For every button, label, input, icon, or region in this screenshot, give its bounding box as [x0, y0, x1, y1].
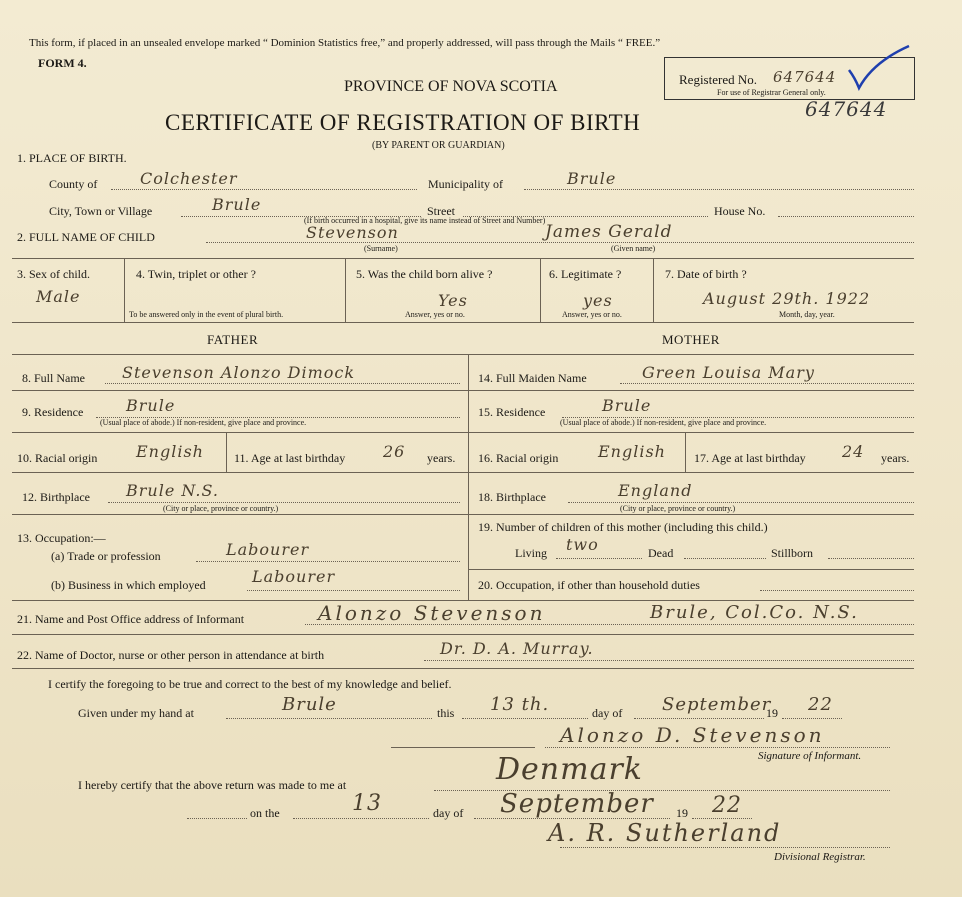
county-label: County of — [49, 177, 98, 191]
sex-value: Male — [36, 287, 81, 306]
date-of-birth-label: 7. Date of birth ? — [665, 267, 747, 281]
given-year-prefix: 19 — [766, 706, 778, 720]
twin-note: To be answered only in the event of plural birth. — [129, 310, 284, 319]
mother-residence-note: (Usual place of abode.) If non-resident, give place and province. — [560, 418, 767, 427]
county-value: Colchester — [140, 169, 238, 188]
checkmark-icon — [845, 44, 913, 94]
sex-label: 3. Sex of child. — [17, 267, 90, 281]
given-place-value: Brule — [282, 694, 337, 715]
mother-years-label: years. — [881, 451, 910, 465]
father-birthplace-value: Brule N.S. — [126, 481, 219, 500]
mother-racial-label: 16. Racial origin — [478, 451, 559, 465]
father-racial-value: English — [136, 442, 204, 461]
living-label: Living — [515, 546, 547, 560]
informant-name-value: Alonzo Stevenson — [318, 601, 546, 625]
document-title: CERTIFICATE OF REGISTRATION OF BIRTH — [165, 110, 641, 135]
registered-number-value: 647644 — [773, 68, 837, 86]
business-value: Labourer — [252, 567, 336, 586]
informant-label: 21. Name and Post Office address of Informant — [17, 612, 245, 626]
certify-statement: I certify the foregoing to be true and correct to the best of my knowledge and belief. — [48, 677, 452, 691]
father-age-label: 11. Age at last birthday — [234, 451, 346, 465]
legitimate-note: Answer, yes or no. — [562, 310, 622, 319]
mother-racial-value: English — [598, 442, 666, 461]
occupation-label: 13. Occupation:— — [17, 531, 106, 545]
house-number-label: House No. — [714, 204, 766, 218]
father-residence-label: 9. Residence — [22, 405, 84, 419]
trade-value: Labourer — [226, 540, 310, 559]
mail-note: This form, if placed in an unsealed envelope marked “ Dominion Statistics free,” and properly addressed, will pass through the Mails “ FREE.” — [29, 37, 661, 49]
doctor-label: 22. Name of Doctor, nurse or other person in attendance at birth — [17, 648, 325, 662]
child-given-name-value: James Gerald — [545, 222, 673, 242]
place-of-birth-heading: 1. PLACE OF BIRTH. — [17, 151, 127, 165]
mother-birthplace-label: 18. Birthplace — [478, 490, 546, 504]
legitimate-value: yes — [583, 291, 613, 310]
hospital-note: (If birth occurred in a hospital, give its name instead of Street and Number) — [304, 216, 546, 225]
form-number: FORM 4. — [38, 56, 87, 70]
mother-birthplace-value: England — [618, 481, 693, 500]
registrar-day-value: 13 — [352, 791, 382, 816]
mother-birthplace-note: (City or place, province or country.) — [620, 504, 736, 513]
registrar-statement: I hereby certify that the above return was made to me at — [78, 778, 347, 792]
document-subtitle: (BY PARENT OR GUARDIAN) — [372, 140, 505, 151]
informant-signature-label: Signature of Informant. — [758, 750, 862, 762]
registrar-year-value: 22 — [712, 793, 742, 818]
born-alive-note: Answer, yes or no. — [405, 310, 465, 319]
father-name-label: 8. Full Name — [22, 371, 85, 385]
business-label: (b) Business in which employed — [51, 578, 206, 592]
registrar-month-value: September — [500, 789, 654, 819]
registrar-year-prefix: 19 — [676, 806, 688, 820]
stamped-number: 647644 — [805, 97, 888, 121]
given-year-value: 22 — [808, 694, 833, 715]
given-under-hand-label: Given under my hand at — [78, 706, 194, 720]
mother-residence-value: Brule — [602, 396, 652, 415]
twin-label: 4. Twin, triplet or other ? — [136, 267, 256, 281]
city-value: Brule — [212, 195, 262, 214]
living-value: two — [566, 535, 599, 554]
registered-note: For use of Registrar General only. — [717, 88, 826, 97]
stillborn-label: Stillborn — [771, 546, 814, 560]
street-label: Street — [427, 204, 455, 218]
date-of-birth-value: August 29th. 1922 — [703, 289, 871, 308]
father-racial-label: 10. Racial origin — [17, 451, 98, 465]
given-day-value: 13 th. — [490, 694, 550, 715]
born-alive-value: Yes — [438, 291, 468, 310]
this-label: this — [437, 706, 455, 720]
mother-residence-label: 15. Residence — [478, 405, 546, 419]
father-age-value: 26 — [383, 442, 406, 461]
father-years-label: years. — [427, 451, 456, 465]
registered-label: Registered No. — [679, 72, 757, 87]
trade-label: (a) Trade or profession — [51, 549, 161, 563]
city-label: City, Town or Village — [49, 204, 153, 218]
child-name-label: 2. FULL NAME OF CHILD — [17, 230, 155, 244]
father-birthplace-note: (City or place, province or country.) — [163, 504, 279, 513]
doctor-value: Dr. D. A. Murray. — [440, 639, 594, 658]
given-month-value: September — [662, 694, 772, 715]
mother-age-value: 24 — [842, 442, 865, 461]
children-count-label: 19. Number of children of this mother (including this child.) — [478, 520, 768, 534]
mother-name-value: Green Louisa Mary — [642, 363, 815, 382]
date-of-birth-note: Month, day, year. — [779, 310, 835, 319]
mother-name-label: 14. Full Maiden Name — [478, 371, 587, 385]
informant-address-value: Brule, Col.Co. N.S. — [650, 602, 859, 623]
father-birthplace-label: 12. Birthplace — [22, 490, 90, 504]
surname-note: (Surname) — [364, 244, 398, 253]
given-name-note: (Given name) — [611, 244, 656, 253]
father-residence-note: (Usual place of abode.) If non-resident, give place and province. — [100, 418, 307, 427]
child-surname-value: Stevenson — [306, 223, 399, 242]
province-heading: PROVINCE OF NOVA SCOTIA — [344, 78, 558, 95]
mother-age-label: 17. Age at last birthday — [694, 451, 806, 465]
informant-signature-value: Alonzo D. Stevenson — [560, 723, 825, 747]
father-heading: FATHER — [207, 332, 259, 347]
registrar-place-value: Denmark — [496, 752, 643, 787]
father-residence-value: Brule — [126, 396, 176, 415]
municipality-label: Municipality of — [428, 177, 503, 191]
legitimate-label: 6. Legitimate ? — [549, 267, 622, 281]
municipality-value: Brule — [567, 169, 617, 188]
registrar-day-of-label: day of — [433, 806, 464, 820]
day-of-label: day of — [592, 706, 623, 720]
on-the-label: on the — [250, 806, 280, 820]
registrar-signature-value: A. R. Sutherland — [548, 819, 782, 847]
father-name-value: Stevenson Alonzo Dimock — [122, 363, 356, 382]
mother-occupation-label: 20. Occupation, if other than household duties — [478, 578, 700, 592]
mother-heading: MOTHER — [662, 332, 720, 347]
dead-label: Dead — [648, 546, 674, 560]
born-alive-label: 5. Was the child born alive ? — [356, 267, 493, 281]
registrar-title-label: Divisional Registrar. — [774, 851, 866, 863]
